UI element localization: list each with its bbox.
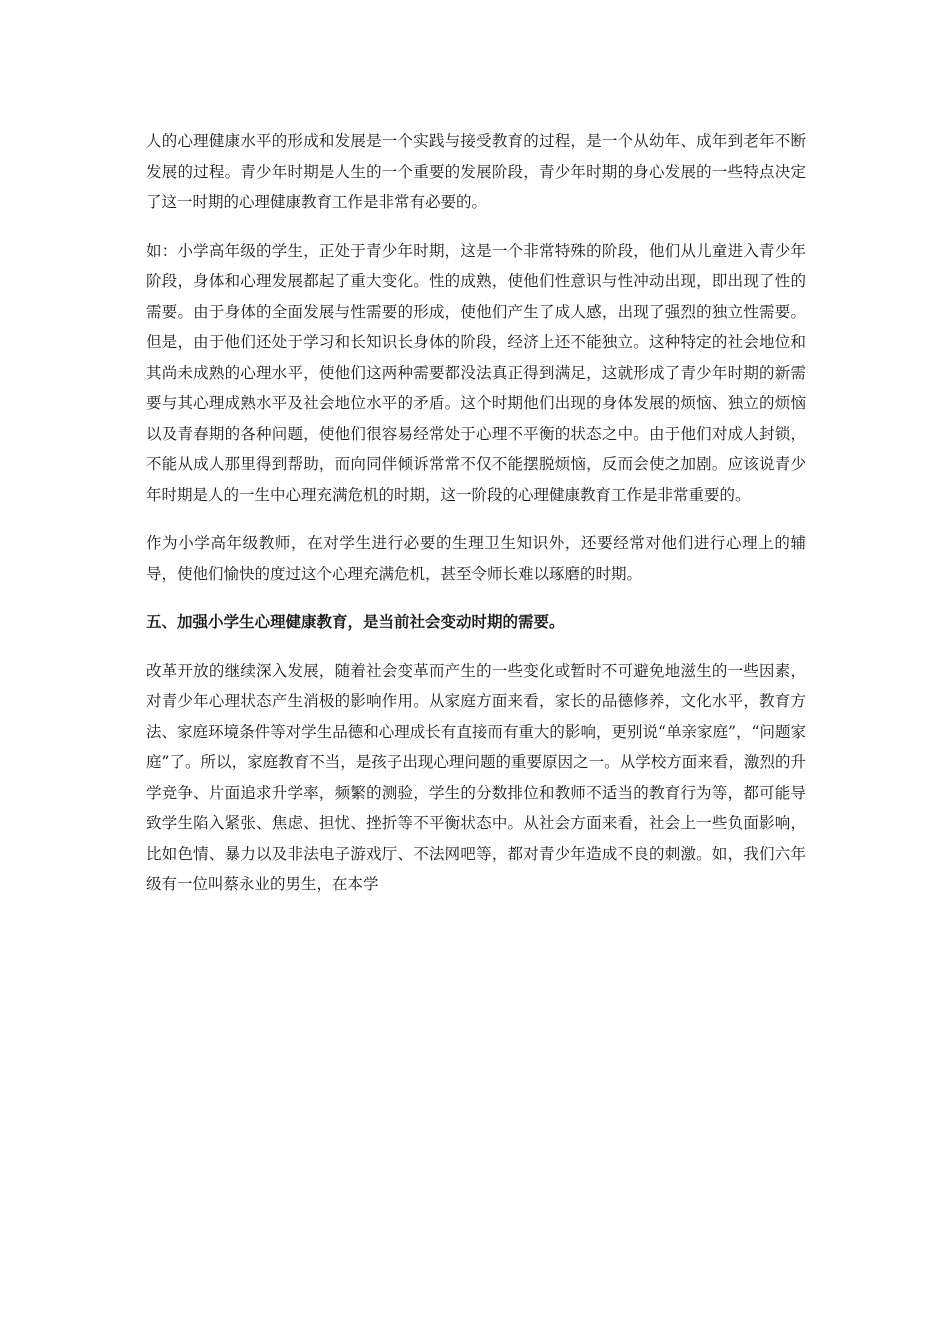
paragraph-2: 如：小学高年级的学生，正处于青少年时期，这是一个非常特殊的阶段，他们从儿童进入青少年阶段，身体和心理发展都起了重大变化。性的成熟，使他们性意识与性冲动出现，即出现了性的需要。由于身体的全面发展与性需要的形成，使他们产生了成人感，出现了强烈的独立性需要。但是，由于他们还处于学习和长知识长身体的阶段，经济上还不能独立。这种特定的社会地位和其尚未成熟的心理水平，使他们这两种需要都没法真正得到满足，这就形成了青少年时期的新需要与其心理成熟水平及社会地位水平的矛盾。这个时期他们出现的身体发展的烦恼、独立的烦恼以及青春期的各种问题，使他们很容易经常处于心理不平衡的状态之中。由于他们对成人封锁，不能从成人那里得到帮助，而向同伴倾诉常常不仅不能摆脱烦恼，反而会使之加剧。应该说青少年时期是人的一生中心理充满危机的时期，这一阶段的心理健康教育工作是非常重要的。 bbox=[146, 241, 806, 504]
section-heading: 五、加强小学生心理健康教育，是当前社会变动时期的需要。 bbox=[146, 612, 565, 631]
paragraph-4: 改革开放的继续深入发展，随着社会变革而产生的一些变化或暂时不可避免地滋生的一些因素，对青少年心理状态产生消极的影响作用。从家庭方面来看，家长的品德修养，文化水平，教育方法、家庭环境条件等对学生品德和心理成长有直接而有重大的影响，更别说“单亲家庭”，“问题家庭”了。所以，家庭教育不当，是孩子出现心理问题的重要原因之一。从学校方面来看，激烈的升学竞争、片面追求升学率，频繁的测验，学生的分数排位和教师不适当的教育行为等，都可能导致学生陷入紧张、焦虑、担忧、挫折等不平衡状态中。从社会方面来看，社会上一些负面影响，比如色情、暴力以及非法电子游戏厅、不法网吧等，都对青少年造成不良的刺激。如，我们六年级有一位叫蔡永业的男生，在本学 bbox=[146, 661, 806, 893]
document-page bbox=[146, 126, 806, 918]
paragraph-1: 人的心理健康水平的形成和发展是一个实践与接受教育的过程，是一个从幼年、成年到老年不断发展的过程。青少年时期是人生的一个重要的发展阶段，青少年时期的身心发展的一些特点决定了这一时期的心理健康教育工作是非常有必要的。 bbox=[146, 132, 806, 211]
paragraph-3: 作为小学高年级教师，在对学生进行必要的生理卫生知识外，还要经常对他们进行心理上的辅导，使他们愉快的度过这个心理充满危机，甚至令师长难以琢磨的时期。 bbox=[146, 534, 806, 583]
